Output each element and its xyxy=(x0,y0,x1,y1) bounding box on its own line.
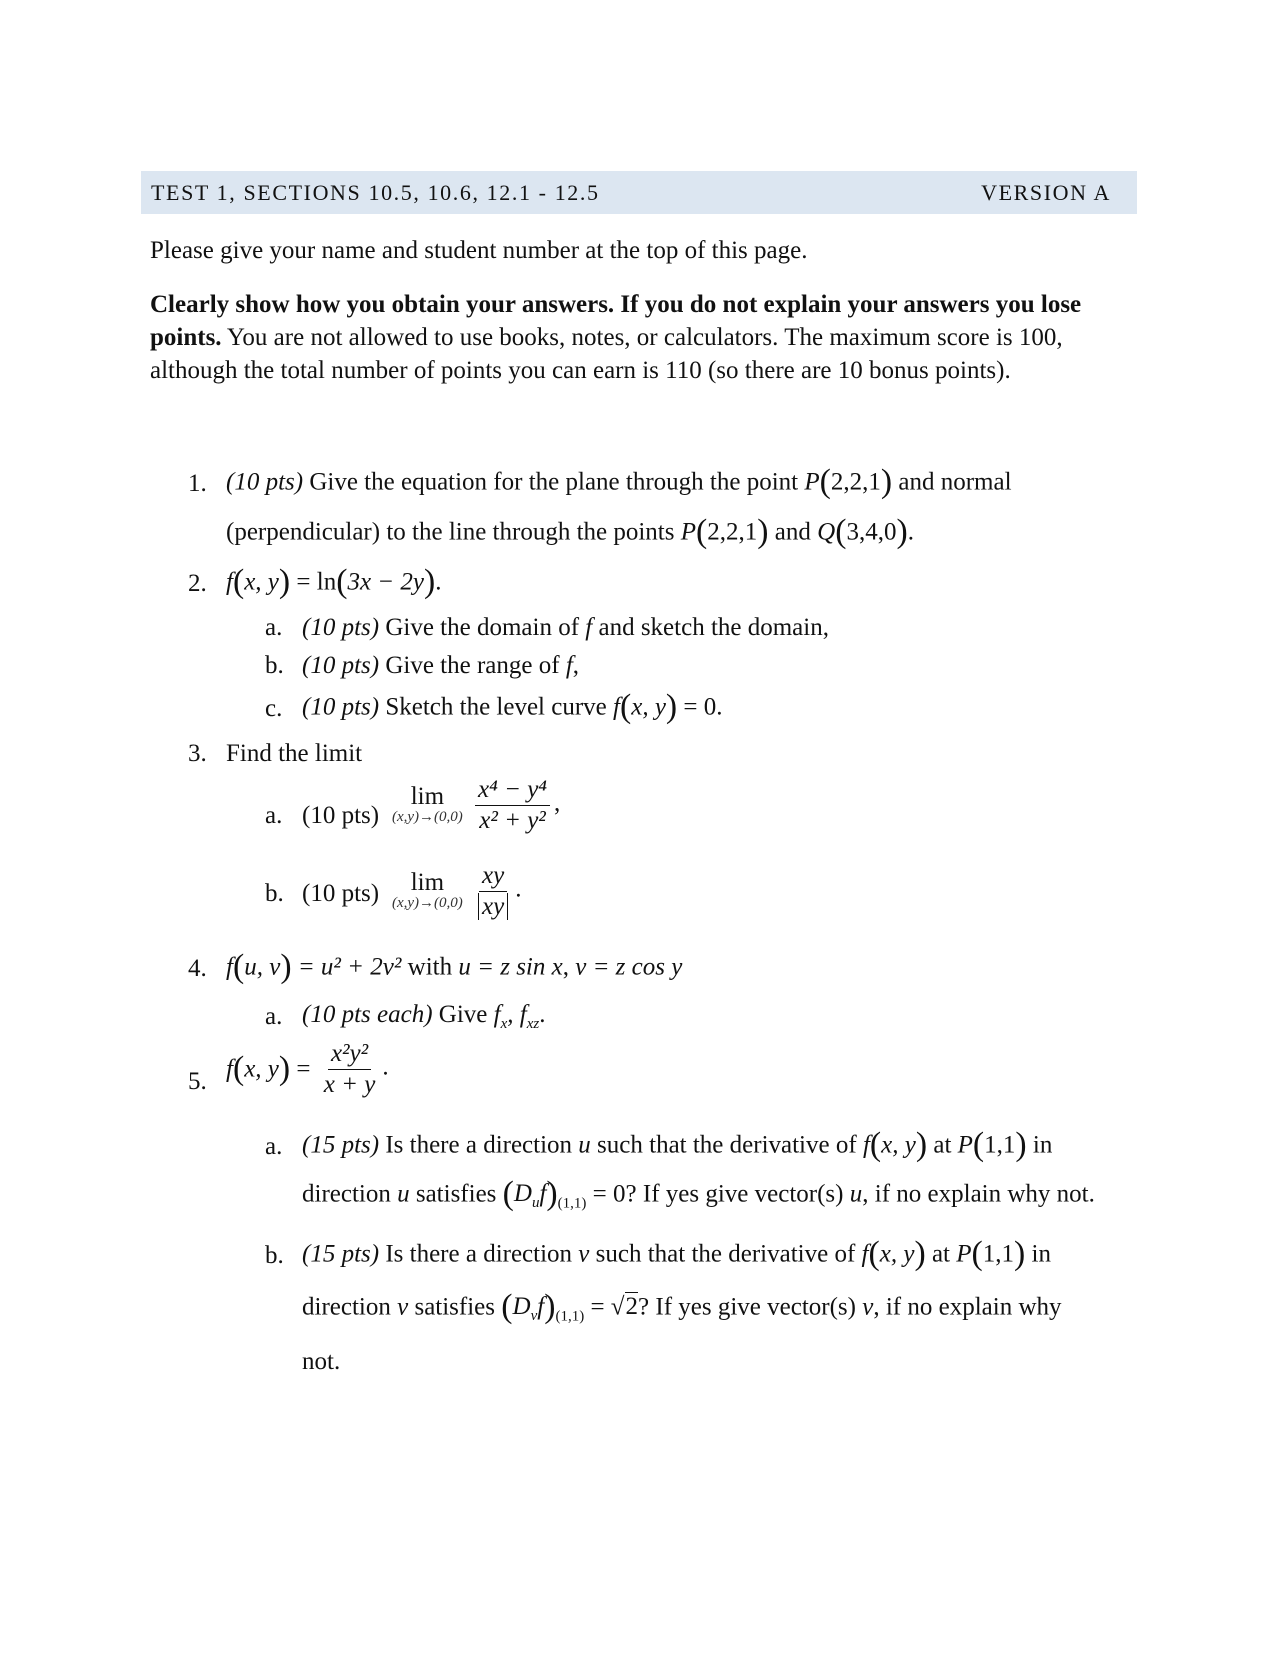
q4-definition: f(u, v) = u² + 2v² with u = z sin x, v = z cos y xyxy=(226,948,683,985)
q3a-label: a. xyxy=(265,802,283,829)
q4-lhs: f xyxy=(226,953,233,981)
q5b-dir: v xyxy=(578,1240,590,1268)
q2a-text xyxy=(302,614,829,642)
test-title: TEST 1, SECTIONS 10.5, 10.6, 12.1 - 12.5 xyxy=(151,179,600,205)
version-label: VERSION A xyxy=(981,179,1111,205)
q5a-args: x, y xyxy=(881,1131,916,1159)
q5b-in: in xyxy=(1031,1240,1051,1268)
q2c-text: (10 pts) Sketch the level curve f(x, y) = 0. xyxy=(302,688,723,725)
q3-number: 3. xyxy=(188,740,207,767)
q2b-label: b. xyxy=(265,652,284,679)
q1-q-coords: 3,4,0 xyxy=(846,518,897,546)
instructions-bold: Clearly show how you obtain your answers. If you do not explain your answers you lose points. xyxy=(150,291,1082,351)
q5a-dir: u xyxy=(578,1131,591,1159)
q5a-sub-dir: u xyxy=(531,1195,540,1212)
q5a-end2: , if no explain why not. xyxy=(862,1180,1095,1208)
q1-q-label: Q xyxy=(817,518,836,546)
q5b-dir-2: v xyxy=(397,1293,409,1321)
q2-number: 2. xyxy=(188,570,207,597)
q2c-label: c. xyxy=(265,695,283,722)
q1-p-coords-2: 2,2,1 xyxy=(707,518,758,546)
q5b-point: 1,1 xyxy=(982,1240,1015,1268)
q5a-point: 1,1 xyxy=(984,1131,1016,1159)
q5a-dir-2: u xyxy=(397,1180,410,1208)
q5a-in: in xyxy=(1032,1131,1053,1159)
q5-fraction xyxy=(321,1040,379,1098)
q3a-numerator: x⁴ − y⁴ xyxy=(475,776,550,806)
instructions xyxy=(150,288,1110,387)
q3b-pts: (10 pts) xyxy=(302,880,380,907)
q5-numerator: x²y² xyxy=(328,1040,371,1070)
q2a-text-1: Give the domain of xyxy=(385,614,580,641)
q3b-lim-word: lim xyxy=(410,869,445,897)
q5a-value: = 0 xyxy=(592,1180,626,1208)
q2a-pts: (10 pts) xyxy=(302,614,380,641)
q5b-dir-3: v xyxy=(862,1293,874,1321)
q2b-f: f xyxy=(565,652,573,679)
q1-text-b: and normal xyxy=(898,468,1012,496)
q4a-label: a. xyxy=(265,1003,283,1030)
q2b-pts: (10 pts) xyxy=(302,652,380,679)
q3b-numerator: xy xyxy=(479,862,507,892)
q5b-direction-word: direction xyxy=(302,1293,391,1321)
q5b-sub-dir: v xyxy=(530,1308,538,1325)
q5a-line1: (15 pts) Is there a direction u such that the derivative of f(x, y) at P(1,1) in xyxy=(302,1126,1053,1163)
intro-line: Please give your name and student number at the top of this page. xyxy=(150,237,808,264)
header-bar xyxy=(141,171,1137,214)
q2c-args: x, y xyxy=(631,693,666,721)
q5-definition: f(x, y) = $\frac{\text{x²y²}}{x + y}$ . xyxy=(226,1040,389,1098)
q5b-value: 2 xyxy=(625,1293,639,1321)
q1-line2: (perpendicular) to the line through the points P(2,2,1) and Q(3,4,0). xyxy=(226,513,914,550)
q2-func: f xyxy=(226,568,233,596)
q5b-pts: (15 pts) xyxy=(302,1240,380,1268)
q5b-label: b. xyxy=(265,1242,284,1269)
q5b-line3: not. xyxy=(302,1348,341,1375)
q1-p-coords: 2,2,1 xyxy=(830,468,881,496)
q3b-fraction xyxy=(475,862,511,920)
q4a-pts: (10 pts each) xyxy=(302,1001,433,1028)
q5a-end: ? If yes give vector(s) xyxy=(625,1180,844,1208)
q5a-text1: Is there a direction xyxy=(385,1131,573,1159)
q3a-denominator: x² + y² xyxy=(479,806,546,834)
q5a-line2: direction u satisfies $(D_uf)_{(1,1)} = 0$? If yes give vector(s) u, if no explain why not. xyxy=(302,1175,1095,1212)
q3a-limit xyxy=(392,784,463,826)
q2-expr: 3x − 2y xyxy=(347,568,425,596)
q4-v-def: v = z cos y xyxy=(575,953,683,981)
q5a-satisfies: satisfies xyxy=(415,1180,497,1208)
q2c-pts: (10 pts) xyxy=(302,693,380,721)
q3b-label: b. xyxy=(265,880,284,907)
q1-p-label: P xyxy=(804,468,820,496)
q4-rhs: = u² + 2v² xyxy=(297,953,402,981)
q2c-text-1: Sketch the level curve xyxy=(385,693,607,721)
q3a-lim-word: lim xyxy=(410,783,445,811)
q2a-label: a. xyxy=(265,614,283,641)
q2-args: x, y xyxy=(244,568,279,596)
q5a-direction-word: direction xyxy=(302,1180,391,1208)
q5-denominator: x + y xyxy=(323,1070,376,1098)
q4-u-def: u = z sin x xyxy=(458,953,563,981)
q1-number: 1. xyxy=(188,470,207,497)
q2b-text: (10 pts) Give the range of f, xyxy=(302,652,580,679)
q4-args: u, v xyxy=(244,953,281,981)
q5-func: f xyxy=(226,1055,233,1083)
q2b-text-1: Give the range of xyxy=(385,652,560,679)
q2-eq: = ln xyxy=(296,568,337,596)
q5a-text2: such that the derivative of xyxy=(597,1131,857,1159)
q3b-denominator: xy xyxy=(478,893,508,920)
q5b-end2: , if no explain why xyxy=(873,1293,1062,1321)
q4a-deriv-2: xz xyxy=(526,1016,540,1032)
q5b-end: ? If yes give vector(s) xyxy=(638,1293,856,1321)
q5a-pts: (15 pts) xyxy=(302,1131,380,1159)
q2c-eq: = 0 xyxy=(683,693,717,721)
q3-text: Find the limit xyxy=(226,740,363,767)
q5b-text1: Is there a direction xyxy=(385,1240,573,1268)
q5b-at: at xyxy=(931,1240,950,1268)
q2a-text-2: and sketch the domain, xyxy=(598,614,829,641)
q3b-lim-cond: (x,y)→(0,0) xyxy=(392,895,463,912)
q5a-label: a. xyxy=(265,1133,283,1160)
q4a-text: (10 pts each) Give $f_x$, $f_{xz}$. xyxy=(302,1001,546,1032)
q1-text-c: (perpendicular) to the line through the points xyxy=(226,518,675,546)
q2c-f: f xyxy=(613,693,620,721)
q5b-line2: direction v satisfies $(D_vf)_{(1,1)} = √2$? If yes give vector(s) v, if no explain why xyxy=(302,1288,1062,1325)
q5-number: 5. xyxy=(188,1068,207,1095)
q5b-satisfies: satisfies xyxy=(414,1293,496,1321)
q5a-at: at xyxy=(933,1131,952,1159)
q5a-dir-3: u xyxy=(849,1180,863,1208)
q1-p-label-2: P xyxy=(680,518,697,546)
q2-function: f(x, y) = ln(3x − 2y). xyxy=(226,563,442,600)
q3a-lim-cond: (x,y)→(0,0) xyxy=(392,809,463,826)
q5b-args: x, y xyxy=(879,1240,915,1268)
q2a-f: f xyxy=(585,614,593,641)
q3b-expression: lim (x,y)→(0,0) $\frac{xy}{xy}$ . xyxy=(392,862,522,920)
q5a-sub-point: (1,1) xyxy=(557,1195,587,1212)
q5-args: x, y xyxy=(244,1055,279,1083)
q1-text-a: Give the equation for the plane through the point xyxy=(309,468,799,496)
q4-number: 4. xyxy=(188,955,207,982)
q1-and: and xyxy=(774,518,811,546)
q1-pts: (10 pts) xyxy=(226,468,304,496)
q5b-text2: such that the derivative of xyxy=(595,1240,856,1268)
q1-line1: (10 pts) Give the equation for the plane through the point P(2,2,1) and normal xyxy=(226,463,1012,500)
q3a-pts: (10 pts) xyxy=(302,802,380,829)
q4-with: with xyxy=(407,953,453,981)
q4a-deriv-1: x xyxy=(500,1016,508,1032)
q3a-fraction xyxy=(475,776,550,834)
q5b-sub-point: (1,1) xyxy=(555,1308,585,1325)
instructions-rest: You are not allowed to use books, notes, or calculators. The maximum score is 100, although the total number of points you can earn is 110 (so there are 10 bonus points). xyxy=(150,324,1063,384)
q3a-expression: lim (x,y)→(0,0) $\frac{\text{x⁴ − y⁴}}{\text{x² + y²}}$ , xyxy=(392,776,561,834)
q4a-give: Give xyxy=(438,1001,488,1028)
q5b-line1: (15 pts) Is there a direction v such that the derivative of f(x, y) at P(1,1) in xyxy=(302,1235,1051,1272)
q3b-limit xyxy=(392,870,463,912)
